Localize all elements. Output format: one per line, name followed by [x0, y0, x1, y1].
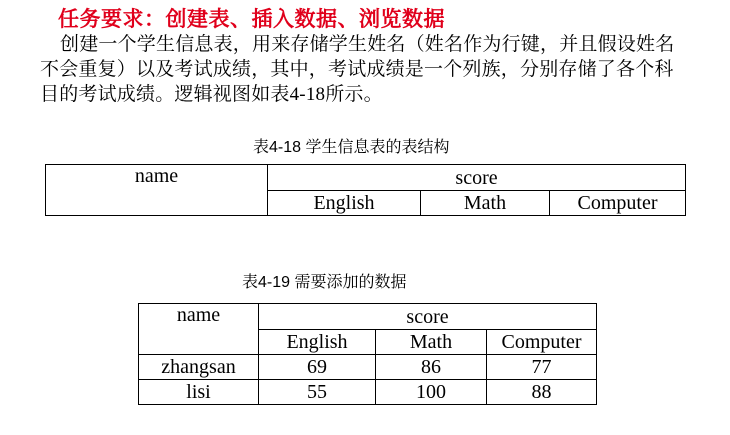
name-column-header: name — [139, 304, 259, 355]
column-header-computer: Computer — [550, 191, 686, 216]
english-score-cell: 55 — [259, 380, 376, 405]
row-name-cell: zhangsan — [139, 355, 259, 380]
table-row — [139, 380, 597, 405]
task-description — [40, 32, 680, 107]
task-description-text: 创建一个学生信息表，用来存储学生姓名（姓名作为行键，并且假设姓名不会重复）以及考试成绩，其中，考试成绩是一个列族，分别存储了各个科目的考试成绩。逻辑视图如表4-18所示。 — [40, 34, 675, 105]
computer-score-cell: 88 — [487, 380, 597, 405]
score-family-header: score — [268, 165, 686, 191]
name-column-header: name — [46, 165, 268, 216]
score-family-header: score — [259, 304, 597, 330]
row-name-cell: lisi — [139, 380, 259, 405]
english-score-cell: 69 — [259, 355, 376, 380]
column-header-math: Math — [421, 191, 550, 216]
math-score-cell: 86 — [376, 355, 487, 380]
column-header-computer: Computer — [487, 330, 597, 355]
column-header-math: Math — [376, 330, 487, 355]
table-4-18-structure — [45, 164, 686, 216]
math-score-cell: 100 — [376, 380, 487, 405]
computer-score-cell: 77 — [487, 355, 597, 380]
task-heading: 任务要求：创建表、插入数据、浏览数据 — [58, 7, 445, 31]
table-4-18-caption: 表4-18 学生信息表的表结构 — [253, 139, 450, 156]
column-header-english: English — [259, 330, 376, 355]
table-4-19-caption: 表4-19 需要添加的数据 — [242, 274, 407, 291]
table-row — [139, 355, 597, 380]
table-4-19-data — [138, 303, 597, 405]
column-header-english: English — [268, 191, 421, 216]
